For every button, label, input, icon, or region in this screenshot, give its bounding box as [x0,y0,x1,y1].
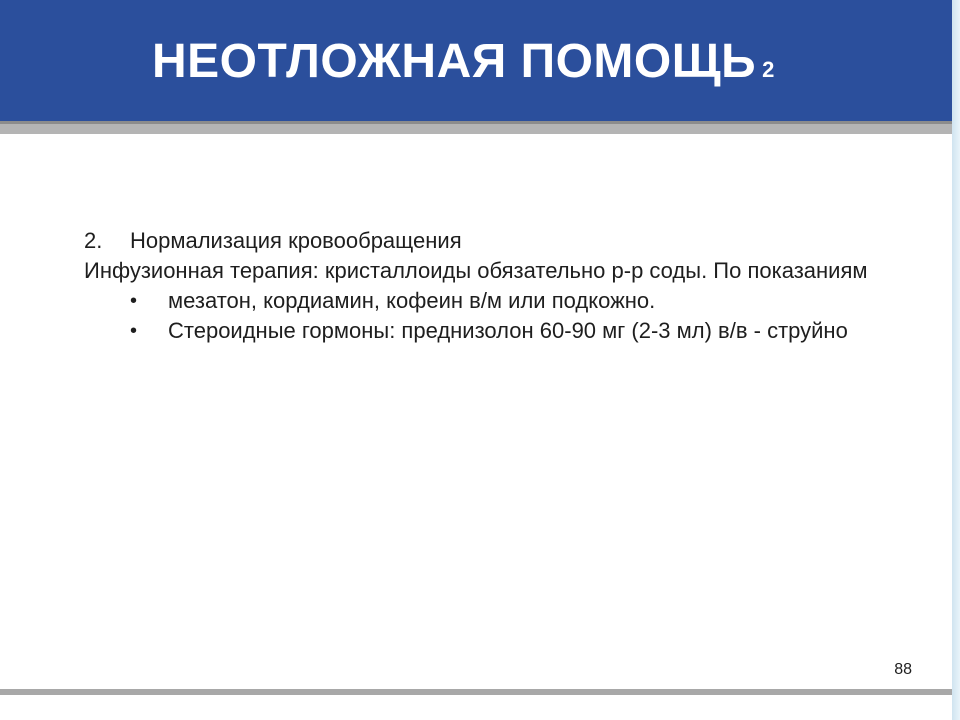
page-number: 88 [894,661,912,678]
bullet-icon: • [130,320,138,342]
footer-bar [0,689,952,695]
slide-title [152,32,775,100]
bullet-text: мезатон, кордиамин, кофеин в/м или подкожно. [168,288,656,313]
slide-header [0,0,952,121]
item-heading: Нормализация кровообращения [130,228,462,253]
right-edge-decoration [952,0,960,720]
bullet-icon: • [130,290,138,312]
bullet-item-1 [130,286,912,316]
header-divider-bar [0,121,952,134]
slide-title-number: 2 [762,57,775,82]
header-divider-line [0,121,952,124]
slide-body [34,226,912,346]
bullet-text: Стероидные гормоны: преднизолон 60-90 мг (2-3 мл) в/в - струйно [168,318,848,343]
slide-title-text: НЕОТЛОЖНАЯ ПОМОЩЬ [152,35,757,88]
numbered-item [34,226,912,256]
item-number: 2. [84,228,103,253]
infusion-paragraph: Инфузионная терапия: кристаллоиды обязательно р-р соды. По показаниям [84,258,868,283]
bullet-item-2 [130,316,912,346]
bullet-list [34,286,912,346]
